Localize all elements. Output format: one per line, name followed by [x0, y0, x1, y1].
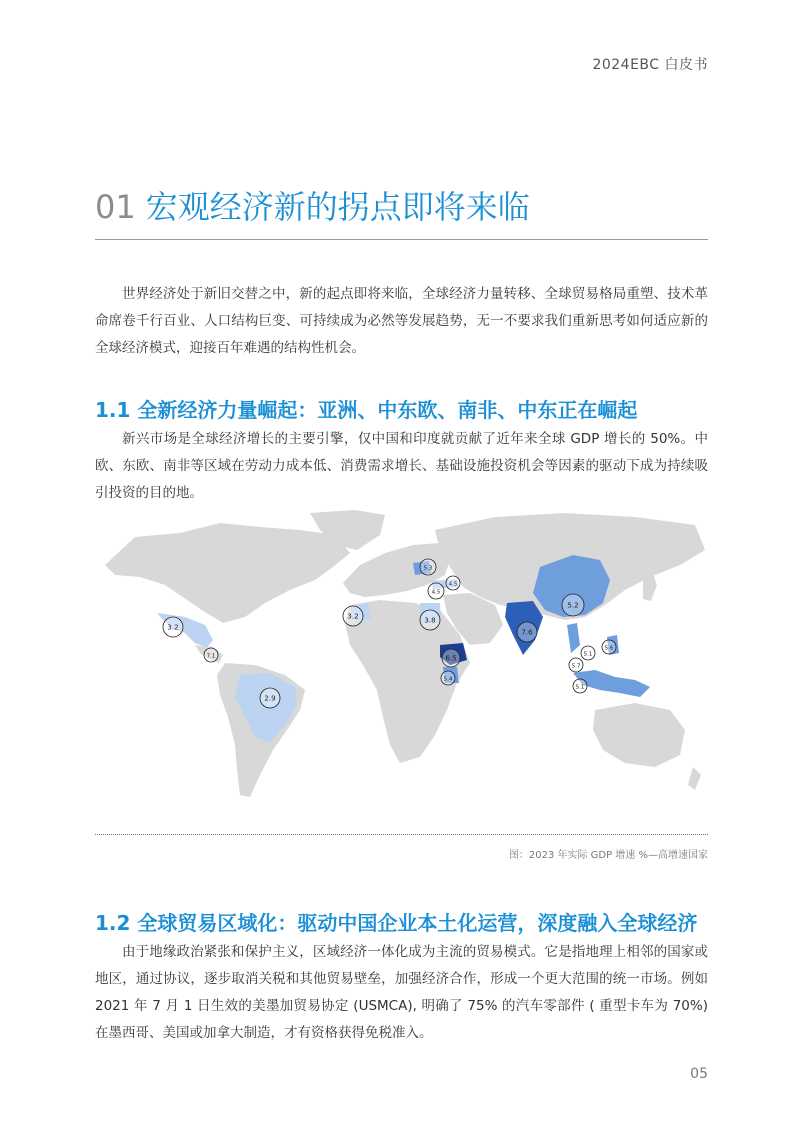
section-2-body: 由于地缘政治紧张和保护主义，区域经济一体化成为主流的贸易模式。它是指地理上相邻的国家或地区，通过协议，逐步取消关税和其他贸易壁垒，加强经济合作，形成一个更大范围的统一市场。例如 2021 年 7 月 1 日生效的美墨加贸易协定 (USMCA), 明确了 75% 的汽车零部件 ( 重型卡车为 70%) 在墨西哥、美国或加拿大制造，才有资格获得免税准入。	[95, 944, 708, 1041]
section-1-body: 新兴市场是全球经济增长的主要引擎，仅中国和印度就贡献了近年来全球 GDP 增长的 50%。中欧、东欧、南非等区域在劳动力成本低、消费需求增长、基础设施投资机会等因素的驱动下成为持续吸引投资的目的地。	[95, 431, 708, 501]
chapter-title	[95, 182, 530, 228]
bubble-morocco	[343, 606, 363, 626]
bubble-label-georgia: 4.5	[448, 581, 458, 588]
bubble-mexico	[163, 617, 183, 637]
bubble-central-america	[204, 648, 218, 662]
bubble-poland	[420, 559, 436, 575]
vietnam-highlight	[567, 623, 580, 653]
bubble-label-philippines: 5.6	[604, 645, 614, 652]
bubble-label-cambodia: 5.7	[571, 663, 581, 670]
bubble-label-kenya: 5.4	[443, 676, 453, 683]
chapter-title-text: 宏观经济新的拐点即将来临	[145, 188, 530, 226]
intro-paragraph: 世界经济处于新旧交替之中，新的起点即将来临，全球经济力量转移、全球贸易格局重塑、技术革命席卷千行百业、人口结构巨变、可持续成为必然等发展趋势，无一不要求我们重新思考如何适应新的全球经济模式，迎接百年难遇的结构性机会。	[95, 286, 708, 356]
world-map-svg	[95, 505, 708, 820]
page-number: 05	[690, 1066, 708, 1082]
bubble-label-ethiopia: 6.5	[445, 654, 457, 663]
running-header: 2024EBC 白皮书	[592, 57, 708, 73]
bubble-china	[562, 594, 584, 616]
chapter-number: 01	[95, 188, 136, 226]
bubble-label-morocco: 3.2	[347, 612, 359, 621]
bubble-georgia	[446, 576, 460, 590]
new-zealand	[688, 767, 701, 790]
section-1-heading: 1.1 全新经济力量崛起：亚洲、中东欧、南非、中东正在崛起	[95, 398, 638, 422]
bubble-turkey	[428, 583, 444, 599]
bubble-label-mexico: 3.2	[167, 623, 179, 632]
bubble-label-central-america: 7.1	[206, 653, 216, 660]
north-america	[105, 523, 350, 623]
bubble-vietnam	[581, 646, 595, 660]
figure-caption: 图：2023 年实际 GDP 增速 %—高增速国家	[508, 850, 708, 861]
bubble-egypt	[420, 610, 440, 630]
bubble-ethiopia	[442, 649, 460, 667]
bubble-label-indonesia: 5.1	[575, 684, 585, 691]
caption-divider	[95, 834, 708, 835]
section-2-heading: 1.2 全球贸易区域化：驱动中国企业本土化运营，深度融入全球经济	[95, 911, 698, 935]
bubble-indonesia	[573, 679, 587, 693]
title-divider	[95, 239, 708, 240]
bubble-label-turkey: 4.5	[431, 589, 441, 596]
bubble-label-vietnam: 5.1	[583, 651, 593, 658]
bubble-cambodia	[569, 658, 583, 672]
bubble-label-china: 5.2	[567, 601, 579, 610]
bubble-label-poland: 5.3	[423, 565, 433, 572]
bubble-philippines	[602, 640, 616, 654]
bubble-brazil	[260, 688, 280, 708]
bubble-label-egypt: 3.8	[424, 616, 436, 625]
bubble-kenya	[441, 671, 455, 685]
bubble-india	[517, 622, 537, 642]
bubble-label-brazil: 2.9	[264, 694, 276, 703]
australia	[593, 703, 685, 767]
world-map	[95, 505, 708, 820]
bubble-label-india: 7.6	[521, 628, 533, 637]
